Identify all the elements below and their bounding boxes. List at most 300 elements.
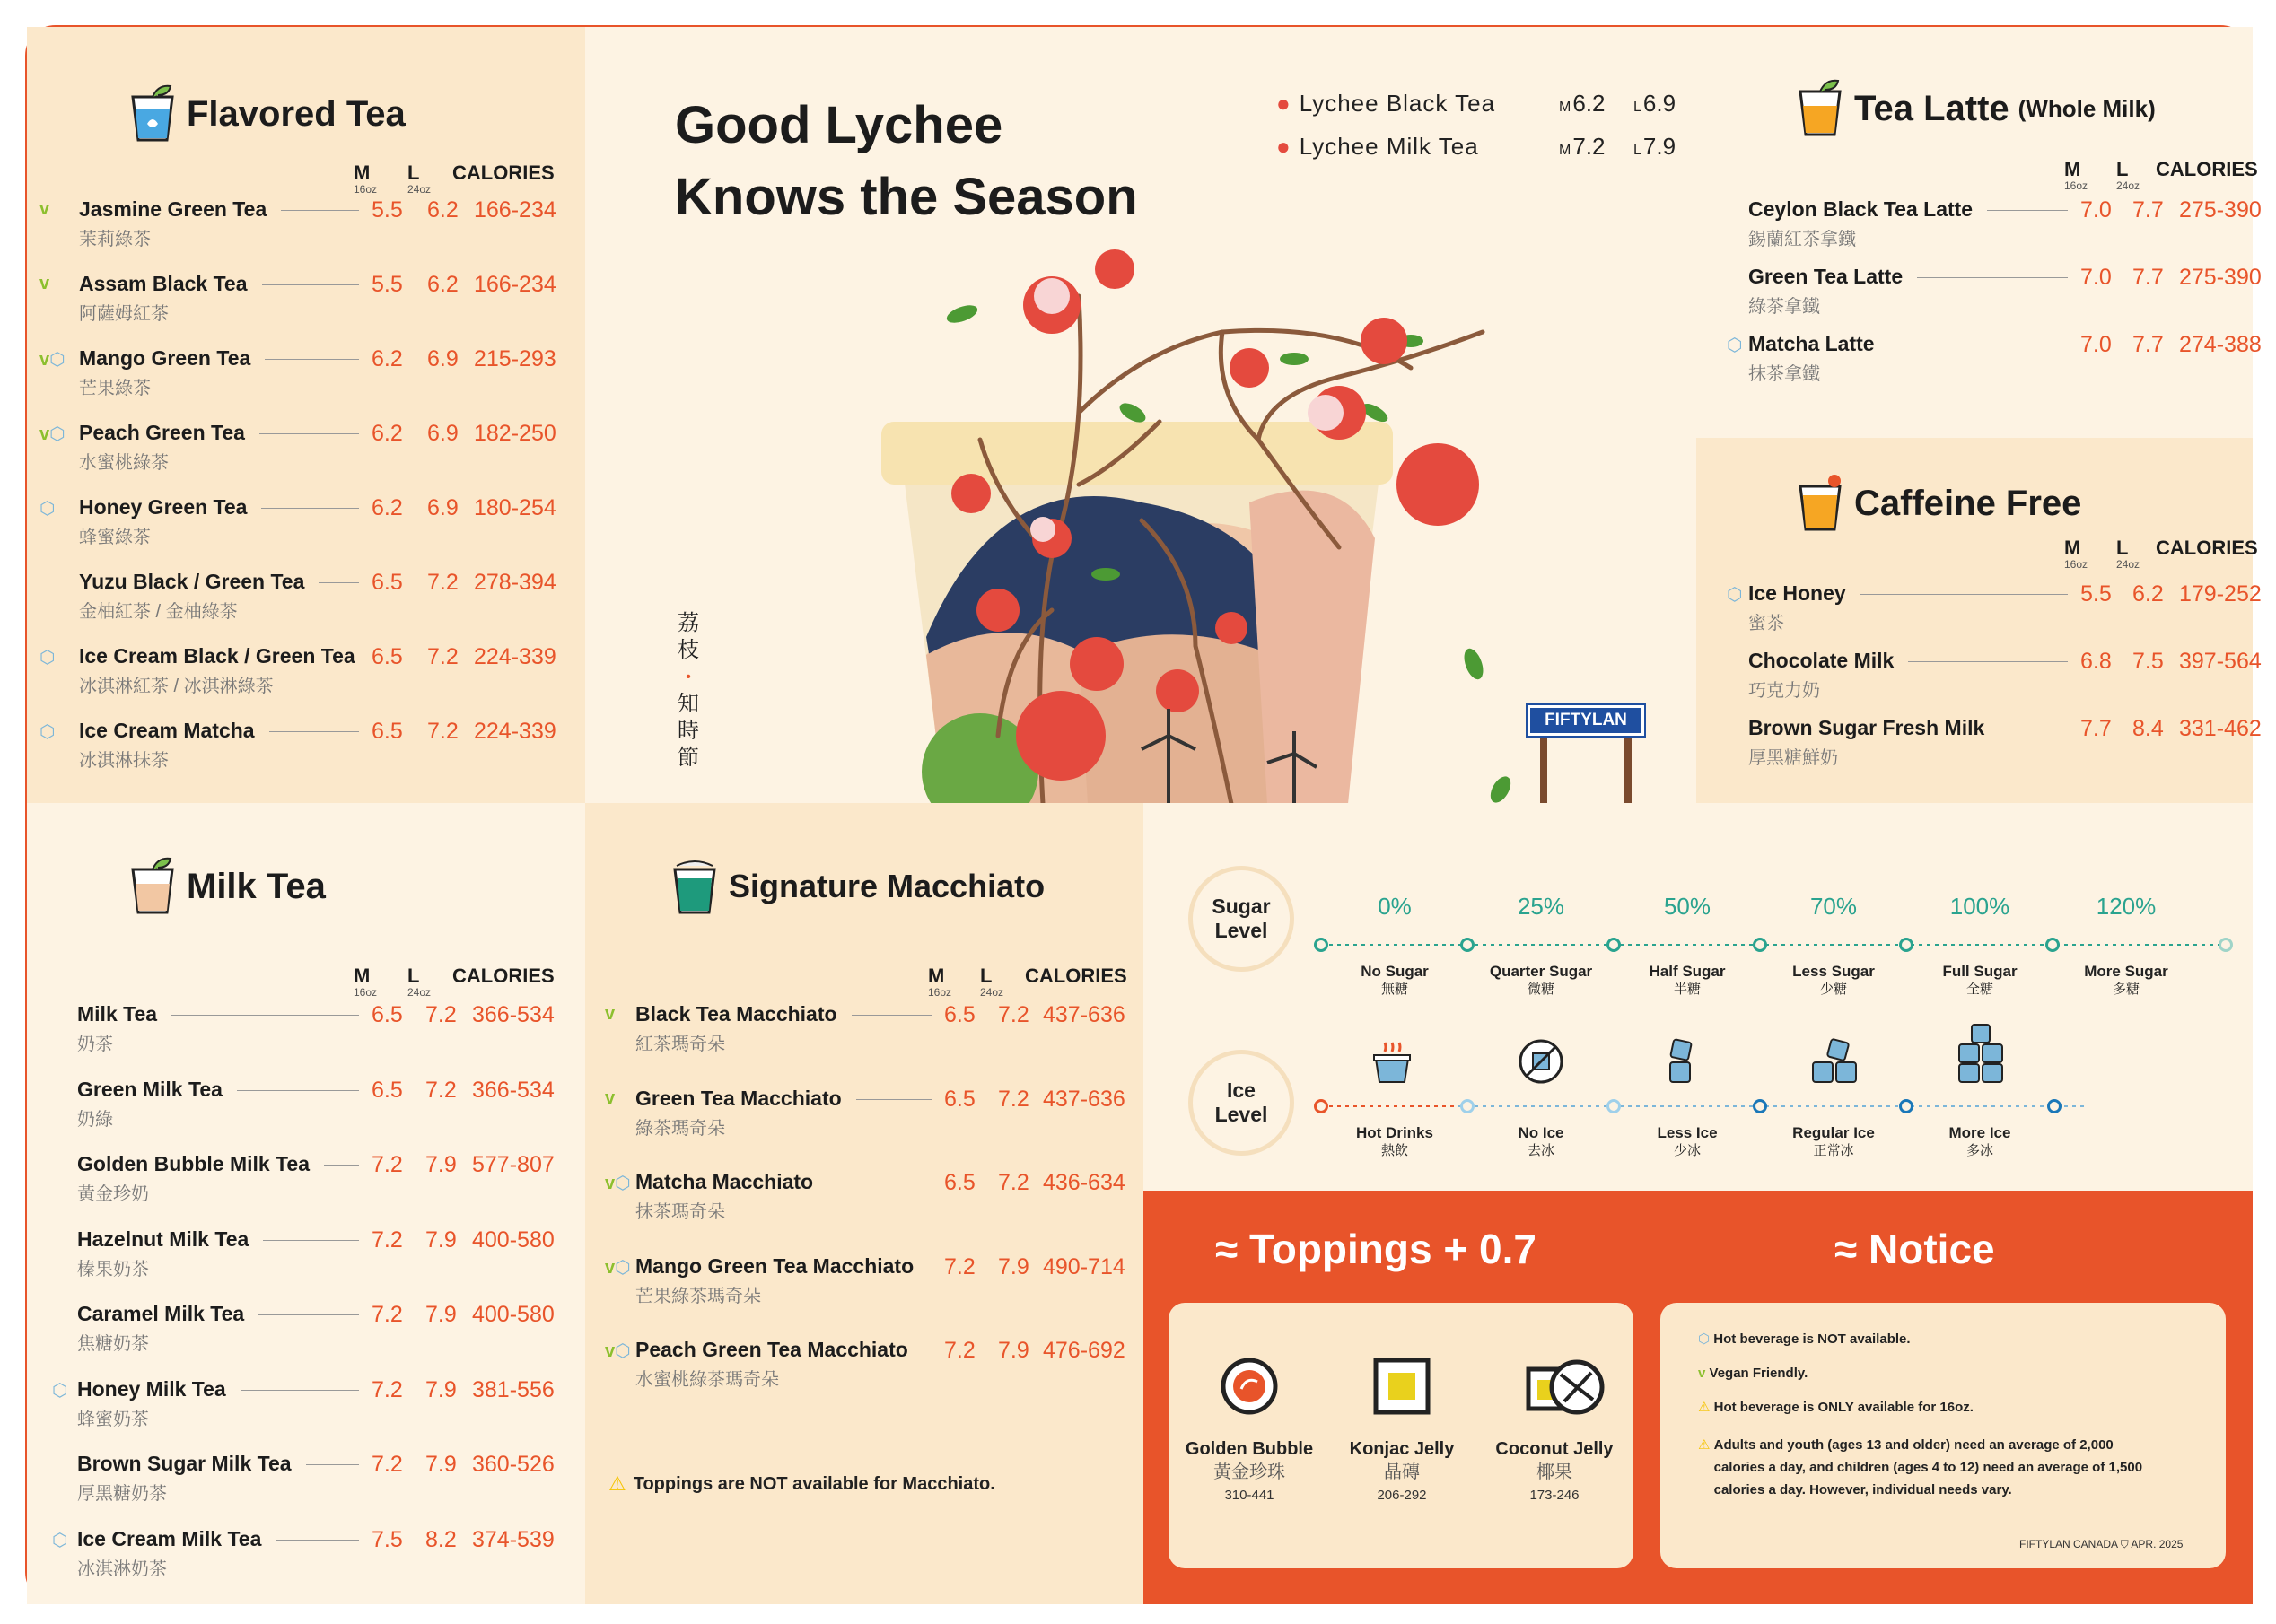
lychee-special-row: [1276, 90, 1689, 118]
price-large: 7.7: [2132, 265, 2164, 290]
price-large: 6.9: [427, 495, 459, 520]
drink-name: Green Tea Macchiato: [635, 1086, 842, 1110]
macchiato-title: Signature Macchiato: [670, 857, 1045, 916]
price-medium: 7.2: [372, 1152, 403, 1177]
tea-latte-title: Tea Latte (Whole Milk): [1795, 79, 2156, 138]
menu-row: [39, 421, 582, 473]
sugar-level-dot[interactable]: [1753, 938, 1767, 952]
sugar-percent: 25%: [1517, 893, 1565, 920]
calories: 397-564: [2179, 649, 2262, 674]
drink-name-zh: 榛果奶茶: [77, 1259, 149, 1279]
special-name: Lychee Milk Tea: [1299, 133, 1479, 160]
price-medium: 6.5: [372, 570, 403, 595]
diet-marks: [605, 1340, 631, 1362]
regular-ice-icon: [1809, 1037, 1863, 1090]
topping-label: Coconut Jelly 椰果 173-246: [1495, 1439, 1614, 1503]
price-medium: 7.2: [372, 1302, 403, 1327]
diet-marks: [39, 274, 49, 294]
leader-line: [852, 1015, 932, 1016]
price-large: 7.9: [998, 1338, 1029, 1363]
calories: 275-390: [2179, 265, 2262, 290]
drink-name-zh: 厚黑糖奶茶: [77, 1484, 167, 1504]
price-medium: 5.5: [2080, 581, 2112, 607]
menu-row: [77, 1452, 580, 1504]
drink-name-zh: 水蜜桃綠茶: [79, 453, 169, 473]
sugar-level-dot[interactable]: [1314, 938, 1328, 952]
price-medium: 7.2: [944, 1253, 976, 1279]
notice-card: [1660, 1303, 2226, 1568]
price-large: 6.2: [427, 197, 459, 223]
price-medium: 6.5: [372, 1002, 403, 1027]
drink-name: Ice Honey: [1748, 581, 1846, 605]
vegan-icon: v: [605, 1087, 616, 1108]
notice-footer: FIFTYLAN CANADA ⛉ APR. 2025: [2019, 1538, 2184, 1550]
less-ice-icon: [1663, 1037, 1699, 1090]
no-ice-icon: [1517, 1037, 1565, 1090]
calories: 215-293: [474, 346, 556, 371]
lychee-icon: ●: [1276, 133, 1291, 160]
leader-line: [237, 1090, 359, 1091]
price-large: 6.2: [427, 272, 459, 297]
leader-line: [171, 1015, 359, 1016]
calories: 490-714: [1043, 1253, 1125, 1279]
price-medium: 6.5: [944, 1170, 976, 1195]
drink-name-zh: 芒果綠茶: [79, 379, 151, 398]
diet-marks: [605, 1088, 615, 1109]
tea-cup-icon: [127, 84, 178, 144]
milk-tea-title: Milk Tea: [127, 857, 326, 916]
ice-cube-icon: ⬡: [49, 424, 66, 444]
vegan-icon: v: [605, 1341, 616, 1361]
diet-marks: [39, 348, 66, 371]
menu-row: [52, 1376, 580, 1429]
leader-line: [306, 1464, 359, 1465]
vegan-icon: v: [605, 1004, 616, 1024]
drink-name-zh: 蜂蜜綠茶: [79, 528, 151, 547]
price-medium: 6.5: [944, 1002, 976, 1027]
price-medium: 6.5: [372, 719, 403, 744]
col-head-m: M 16oz: [354, 162, 378, 196]
price-large: 8.4: [2132, 716, 2164, 741]
price-large: 7.2: [998, 1170, 1029, 1195]
price-large: 6.2: [2132, 581, 2164, 607]
menu-row: [1748, 649, 2262, 701]
price-large: 7.2: [427, 719, 459, 744]
vegan-icon: v: [1698, 1366, 1706, 1381]
ice-level-dot[interactable]: [1606, 1099, 1621, 1113]
col-head-calories: CALORIES: [2156, 158, 2258, 180]
ice-cube-icon: ⬡: [52, 1530, 68, 1550]
drink-name-zh: 冰淇淋紅茶 / 冰淇淋綠茶: [79, 677, 274, 696]
menu-row: [39, 272, 582, 324]
brand-shield-icon: ⛉: [2120, 1538, 2129, 1550]
ice-cube-icon: ⬡: [615, 1257, 631, 1278]
drink-name: Mango Green Tea: [79, 346, 251, 370]
menu-row: [1748, 716, 2262, 768]
price-medium: 7.0: [2080, 197, 2112, 223]
calories: 331-462: [2179, 716, 2262, 741]
menu-row: [77, 1152, 580, 1204]
price-large: 7.5: [2132, 649, 2164, 674]
drink-name-zh: 紅茶瑪奇朵: [635, 1035, 725, 1054]
drink-name: Mango Green Tea Macchiato: [635, 1253, 915, 1278]
leader-line: [262, 284, 359, 285]
drink-name: Assam Black Tea: [79, 272, 248, 295]
ice-cube-icon: ⬡: [49, 350, 66, 370]
ice-cube-icon: ⬡: [1727, 585, 1743, 605]
calories: 437-636: [1043, 1002, 1125, 1027]
price-large: 7.2: [425, 1077, 457, 1103]
drink-name-zh: 錫蘭紅茶拿鐵: [1748, 230, 1856, 249]
leader-line: [856, 1099, 932, 1100]
calories: 437-636: [1043, 1086, 1125, 1112]
calories: 381-556: [472, 1376, 555, 1402]
menu-row: [1748, 197, 2262, 249]
drink-name: Jasmine Green Tea: [79, 197, 267, 221]
vegan-icon: v: [605, 1174, 616, 1193]
calories: 577-807: [472, 1152, 555, 1177]
coconut-jelly-icon: [1525, 1357, 1606, 1424]
ice-cube-icon: ⬡: [39, 499, 56, 519]
ice-cube-icon: ⬡: [39, 648, 56, 668]
wave-icon: ≈: [1834, 1226, 1858, 1272]
sugar-level-dot: [2219, 938, 2233, 952]
price-medium: 5.5: [372, 197, 403, 223]
drink-name: Ice Cream Black / Green Tea: [79, 644, 355, 668]
leader-line: [319, 582, 359, 583]
konjac-jelly-icon: [1372, 1357, 1431, 1420]
special-price-medium: M6.2: [1559, 90, 1606, 117]
diet-marks: [605, 1172, 631, 1194]
price-medium: 5.5: [372, 272, 403, 297]
topping-label: Golden Bubble 黃金珍珠 310-441: [1185, 1439, 1314, 1503]
menu-row: [605, 1002, 1138, 1054]
sugar-level-label: Full Sugar 全糖: [1942, 963, 2018, 997]
flavored-tea-title: Flavored Tea: [127, 84, 406, 144]
ice-level-dot[interactable]: [1460, 1099, 1475, 1113]
notice-no-hot: ⬡ Hot beverage is NOT available.: [1698, 1332, 1911, 1347]
price-large: 7.9: [425, 1152, 457, 1177]
calories: 275-390: [2179, 197, 2262, 223]
topping-label: Konjac Jelly 晶磚 206-292: [1349, 1439, 1455, 1503]
warning-icon: ⚠: [1698, 1437, 1711, 1453]
ice-level-label: No Ice 去冰: [1518, 1124, 1564, 1158]
menu-row: [77, 1227, 580, 1279]
ice-level-dot[interactable]: [1753, 1099, 1767, 1113]
drink-name-zh: 蜜茶: [1748, 614, 1784, 633]
drink-name: Ice Cream Matcha: [79, 719, 255, 742]
macchiato-note: ⚠ Toppings are NOT available for Macchiato.: [608, 1472, 995, 1495]
diet-marks: [39, 497, 55, 520]
milk-tea-cup-icon: [127, 857, 178, 916]
drink-name-zh: 冰淇淋奶茶: [77, 1559, 167, 1579]
diet-marks: [39, 646, 55, 668]
price-medium: 6.5: [372, 644, 403, 669]
drink-name-zh: 焦糖奶茶: [77, 1334, 149, 1354]
hot-drink-icon: [1370, 1043, 1414, 1090]
sugar-level-label: Quarter Sugar 微糖: [1489, 963, 1593, 997]
price-medium: 6.2: [372, 346, 403, 371]
calories: 180-254: [474, 495, 556, 520]
ice-level-dot[interactable]: [1899, 1099, 1913, 1113]
drink-name: Milk Tea: [77, 1002, 158, 1026]
calories: 278-394: [474, 570, 556, 595]
drink-name-zh: 芒果綠茶瑪奇朵: [635, 1286, 761, 1306]
lychee-icon: ●: [1276, 90, 1291, 117]
menu-row: [77, 1002, 580, 1054]
drink-name-zh: 巧克力奶: [1748, 681, 1820, 701]
vertical-slogan: 荔 枝 • 知 時 節: [678, 611, 699, 770]
caffeine-free-cup-icon: [1795, 474, 1845, 533]
ice-cube-icon: ⬡: [615, 1341, 631, 1361]
price-medium: 7.0: [2080, 265, 2112, 290]
col-head-l: L 24oz: [407, 162, 432, 196]
sugar-level-label: No Sugar 無糖: [1361, 963, 1429, 997]
col-head-calories: CALORIES: [452, 965, 555, 987]
sugar-percent: 50%: [1663, 893, 1711, 920]
drink-name: Honey Milk Tea: [77, 1376, 226, 1401]
menu-row: [39, 495, 582, 547]
ice-level-label: Hot Drinks 熱飲: [1356, 1124, 1433, 1158]
drink-name: Hazelnut Milk Tea: [77, 1227, 249, 1251]
special-name: Lychee Black Tea: [1299, 90, 1496, 117]
leader-line: [1860, 594, 2068, 595]
price-large: 7.9: [425, 1227, 457, 1253]
warning-icon: ⚠: [608, 1472, 626, 1495]
sugar-ice-levels-panel: [1143, 803, 2253, 1191]
drink-name-zh: 抹茶瑪奇朵: [635, 1202, 725, 1222]
price-large: 7.7: [2132, 332, 2164, 357]
leader-line: [324, 1165, 359, 1166]
menu-row: [1748, 265, 2262, 317]
price-large: 6.9: [427, 421, 459, 446]
vegan-icon: v: [39, 424, 50, 444]
wave-icon: ≈: [1215, 1226, 1239, 1272]
col-head-m: M 16oz: [2064, 158, 2088, 192]
diet-marks: [605, 1004, 615, 1025]
golden-bubble-icon: [1220, 1357, 1279, 1420]
price-large: 7.9: [425, 1452, 457, 1477]
flavored-tea-panel: [27, 27, 585, 803]
price-large: 7.2: [427, 570, 459, 595]
diet-marks: [39, 423, 66, 445]
col-head-m: M 16oz: [354, 965, 378, 999]
leader-line: [1908, 661, 2068, 662]
toppings-notice-panel: [1143, 1191, 2253, 1604]
price-medium: 6.2: [372, 495, 403, 520]
drink-name: Brown Sugar Fresh Milk: [1748, 716, 1985, 739]
menu-row: [52, 1526, 580, 1579]
lychee-cup-illustration: [872, 233, 1554, 804]
price-large: 8.2: [425, 1526, 457, 1552]
drink-name: Green Milk Tea: [77, 1077, 223, 1101]
col-head-l: L 24oz: [980, 965, 1004, 999]
macchiato-panel: [585, 803, 1143, 1604]
menu-row: [605, 1338, 1138, 1390]
ice-cube-icon: ⬡: [1698, 1332, 1711, 1347]
fiftylan-sign: FIFTYLAN: [1528, 705, 1644, 804]
drink-name: Ceylon Black Tea Latte: [1748, 197, 1974, 221]
ice-cube-icon: ⬡: [1727, 336, 1743, 355]
caffeine-free-panel: [1696, 438, 2262, 803]
menu-row: [39, 346, 582, 398]
drink-name: Black Tea Macchiato: [635, 1002, 837, 1026]
diet-marks: [1727, 334, 1742, 356]
vegan-icon: v: [39, 350, 50, 370]
price-medium: 6.5: [944, 1086, 976, 1112]
ice-level-dot[interactable]: [1314, 1099, 1328, 1113]
diet-marks: [39, 199, 49, 220]
leader-line: [1987, 210, 2068, 211]
leader-line: [276, 1540, 359, 1541]
sugar-level-dot[interactable]: [1460, 938, 1475, 952]
drink-name-zh: 茉莉綠茶: [79, 230, 151, 249]
toppings-card: [1169, 1303, 1633, 1568]
col-head-calories: CALORIES: [1025, 965, 1127, 987]
diet-marks: [52, 1529, 67, 1551]
notice-calories: ⚠ Adults and youth (ages 13 and older) need an average of 2,000 calories a day, and children (ages 4 to 12) need an average of 1,500 calories a day. However, individual needs vary.: [1698, 1437, 2143, 1497]
sugar-level-dot[interactable]: [1899, 938, 1913, 952]
vegan-icon: v: [39, 274, 50, 293]
price-large: 7.2: [998, 1086, 1029, 1112]
sugar-percent: 100%: [1949, 893, 2010, 920]
calories: 224-339: [474, 719, 556, 744]
hero-title: Good Lychee Knows the Season: [675, 96, 1138, 226]
menu-row: [79, 570, 582, 622]
calories: 182-250: [474, 421, 556, 446]
price-medium: 7.2: [372, 1376, 403, 1402]
special-price-large: L7.9: [1633, 133, 1676, 160]
col-head-calories: CALORIES: [452, 162, 555, 184]
leader-line: [263, 1240, 359, 1241]
sugar-level-label: More Sugar 多糖: [2084, 963, 2168, 997]
drink-name-zh: 黃金珍奶: [77, 1184, 149, 1204]
drink-name-zh: 抹茶拿鐵: [1748, 364, 1820, 384]
drink-name-zh: 綠茶瑪奇朵: [635, 1118, 725, 1139]
drink-name: Caramel Milk Tea: [77, 1302, 245, 1325]
leader-line: [241, 1390, 359, 1391]
col-head-l: L 24oz: [407, 965, 432, 999]
menu-row: [1727, 332, 2262, 384]
price-medium: 7.7: [2080, 716, 2112, 741]
ice-level-label: More Ice 多冰: [1948, 1124, 2011, 1158]
menu-row: [77, 1077, 580, 1130]
sugar-level-label: Less Sugar 少糖: [1792, 963, 1875, 997]
menu-row: [605, 1170, 1138, 1222]
price-large: 7.9: [998, 1253, 1029, 1279]
sugar-level-dot[interactable]: [2045, 938, 2060, 952]
menu-row: [605, 1086, 1138, 1139]
menu-row: [605, 1253, 1138, 1306]
leader-line: [261, 508, 359, 509]
milk-tea-panel: [27, 803, 585, 1604]
calories: 224-339: [474, 644, 556, 669]
sugar-percent: 70%: [1809, 893, 1858, 920]
calories: 400-580: [472, 1227, 555, 1253]
menu-row: [39, 644, 582, 696]
price-medium: 7.0: [2080, 332, 2112, 357]
drink-name-zh: 奶綠: [77, 1109, 113, 1130]
more-ice-icon: [1956, 1023, 2009, 1090]
calories: 166-234: [474, 272, 556, 297]
ice-level-label: Less Ice 少冰: [1657, 1124, 1718, 1158]
leader-line: [265, 359, 359, 360]
ice-cube-icon: ⬡: [615, 1174, 631, 1193]
ice-level-label: Regular Ice 正常冰: [1792, 1124, 1875, 1158]
drink-name: Matcha Macchiato: [635, 1170, 814, 1193]
price-medium: 7.2: [944, 1338, 976, 1363]
price-medium: 6.8: [2080, 649, 2112, 674]
ice-cube-icon: ⬡: [39, 722, 56, 742]
leader-line: [259, 433, 359, 434]
menu-row: [39, 719, 582, 771]
diet-marks: [52, 1379, 67, 1401]
price-medium: 7.2: [372, 1452, 403, 1477]
price-large: 7.9: [425, 1302, 457, 1327]
ice-level-dot: [2047, 1099, 2062, 1113]
leader-line: [1917, 277, 2068, 278]
tea-latte-panel: [1696, 27, 2262, 438]
drink-name-zh: 阿薩姆紅茶: [79, 304, 169, 324]
special-price-large: L6.9: [1633, 90, 1676, 117]
calories: 436-634: [1043, 1170, 1125, 1195]
drink-name: Golden Bubble Milk Tea: [77, 1152, 310, 1175]
menu-row: [1727, 581, 2262, 633]
latte-cup-icon: [1795, 79, 1845, 138]
calories: 360-526: [472, 1452, 555, 1477]
vegan-icon: v: [605, 1257, 616, 1278]
drink-name-zh: 金柚紅茶 / 金柚綠茶: [79, 602, 238, 622]
ice-cube-icon: ⬡: [52, 1380, 68, 1401]
sugar-level-dot[interactable]: [1606, 938, 1621, 952]
caffeine-free-title: Caffeine Free: [1795, 474, 2081, 533]
calories: 166-234: [474, 197, 556, 223]
price-large: 7.2: [427, 644, 459, 669]
calories: 179-252: [2179, 581, 2262, 607]
drink-name: Brown Sugar Milk Tea: [77, 1452, 292, 1475]
drink-name: Matcha Latte: [1748, 332, 1875, 355]
leader-line: [269, 731, 359, 732]
leader-line: [281, 210, 359, 211]
calories: 374-539: [472, 1526, 555, 1552]
sugar-level-badge: Sugar Level: [1188, 866, 1294, 972]
calories: 476-692: [1043, 1338, 1125, 1363]
calories: 274-388: [2179, 332, 2262, 357]
warning-icon: ⚠: [1698, 1400, 1711, 1415]
drink-name-zh: 綠茶拿鐵: [1748, 297, 1820, 317]
hero-panel: [585, 27, 1696, 803]
calories: 366-534: [472, 1002, 555, 1027]
price-medium: 6.2: [372, 421, 403, 446]
menu-row: [77, 1302, 580, 1354]
sugar-percent: 0%: [1378, 893, 1412, 920]
menu-row: [39, 197, 582, 249]
sugar-level-label: Half Sugar 半糖: [1649, 963, 1726, 997]
drink-name-zh: 蜂蜜奶茶: [77, 1409, 149, 1429]
col-head-l: L 24oz: [2116, 537, 2140, 571]
drink-name-zh: 奶茶: [77, 1035, 113, 1054]
drink-name: Honey Green Tea: [79, 495, 248, 519]
price-medium: 6.5: [372, 1077, 403, 1103]
price-large: 6.9: [427, 346, 459, 371]
price-medium: 7.2: [372, 1227, 403, 1253]
price-medium: 7.5: [372, 1526, 403, 1552]
col-head-m: M 16oz: [2064, 537, 2088, 571]
drink-name-zh: 厚黑糖鮮奶: [1748, 748, 1838, 768]
vegan-icon: v: [39, 199, 50, 219]
lychee-special-row: [1276, 133, 1689, 161]
notice-hot-16oz: ⚠ Hot beverage is ONLY available for 16oz.: [1698, 1400, 1974, 1415]
